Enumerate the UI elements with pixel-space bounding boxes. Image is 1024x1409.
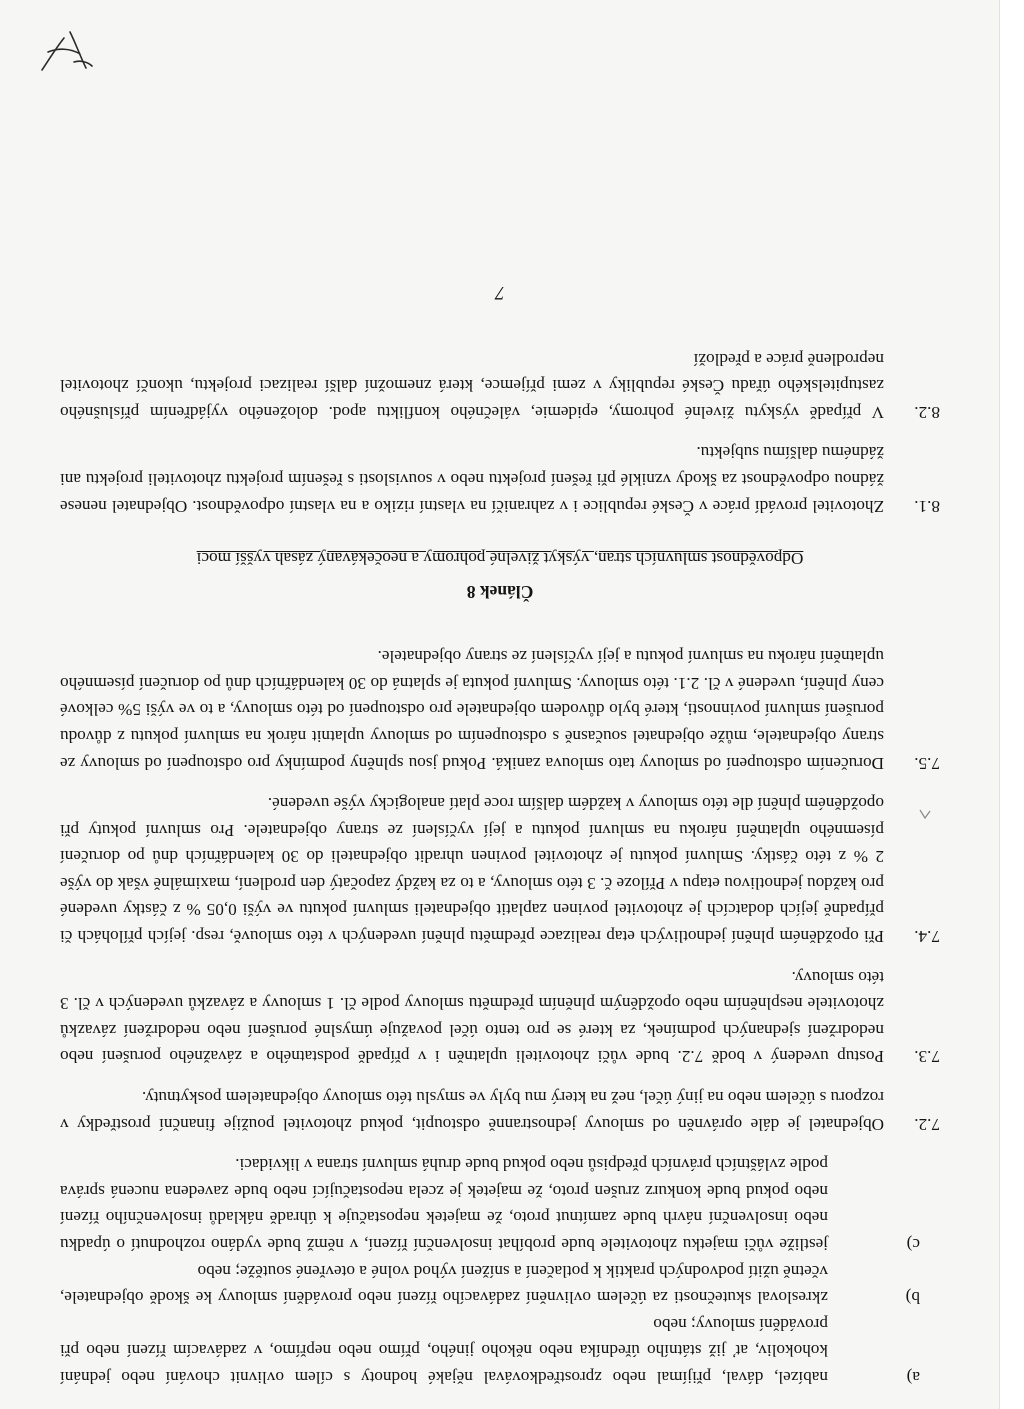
clause-7-5	[60, 643, 940, 776]
list-item-text: nabízel, dával, přijímal nebo zprostředkovával nějaké hodnoty s cílem ovlivnit chování nebo jednání kohokoliv, ať již státního úředníka nebo někoho jiného, přímo nebo nepřímo, v zadávacím řízení nebo při provádění smlouvy; nebo	[60, 1314, 828, 1387]
article-title: Článek 8	[466, 581, 534, 602]
list-item-label: a)	[906, 1368, 920, 1387]
clause-text: Objednatel je dále oprávněn od smlouvy jednostranně odstoupit, pokud zhotovitel použije finanční prostředky v rozporu s účelem nebo na jiný účel, než na který mu byly ve smyslu této smlouvy objednatelem poskytnuty.	[60, 1088, 884, 1134]
clause-text: Při opožděném plnění jednotlivých etap realizace předmětu plnění uvedených v této smlouvě, resp. jejích přílohách či případně jejích dodatcích je zhotovitel povinen zaplatit objednateli smluvní pokutu ve výši 0,05 % z částky uvedené pro každou jednotlivou etapu v Příloze č. 3 této smlouvy, a to za každý započatý den prodlení, maximálně však do výše 2 % z této částky. Smluvní pokutu je zhotovitel povinen uhradit objednateli do 30 kalendářních dnů po doručení písemného uplatnění nároku na smluvní pokutu a její vyčíslení ze strany objednatele. Pro smluvní pokuty při opožděném plnění dle této smlouvy v každém dalším roce platí analogicky výše uvedené.	[60, 794, 884, 947]
clause-7-1-item-a	[60, 1310, 940, 1390]
article-heading: Odpovědnost smluvních stran, výskyt živelné pohromy a neočekávaný zásah vyšší moci	[196, 548, 804, 568]
scanner-border	[999, 0, 1024, 1409]
clause-7-3	[60, 963, 940, 1069]
clause-8-2	[60, 345, 940, 425]
list-item-label: c)	[906, 1235, 920, 1255]
clause-text: Zhotovitel provádí práce v České republice i v zahraničí na vlastní riziko a na vlastní odpovědnost. Objednatel nenese žádnou odpovědnost za škody vzniklé při řešení projektu nebo v souvislosti s řešením projektu zhotoviteli projektu ani žádnému dalšímu subjektu.	[60, 443, 884, 516]
list-item-text: zkresloval skutečnosti za účelem ovlivnění zadávacího řízení nebo provádění smlouvy ke škodě objednatele, včetně užití podvodných praktik k potlačení a snížení výhod volné a otevřené soutěže; nebo	[60, 1261, 828, 1308]
clause-7-2	[60, 1083, 940, 1136]
clause-number: 7.2.	[914, 1114, 940, 1134]
clause-number: 7.4.	[914, 927, 940, 947]
clause-7-1-item-c	[60, 1151, 940, 1257]
list-item-label: b)	[905, 1288, 920, 1308]
clause-number: 8.2.	[914, 402, 940, 422]
clause-8-1	[60, 439, 940, 519]
clause-7-1-item-b	[60, 1257, 940, 1310]
page-number: 7	[495, 282, 505, 303]
clause-text: Doručením odstoupení od smlouvy tato smlouva zaniká. Pokud jsou splněny podmínky pro odstoupení od smlouvy ze strany objednatele, může objednatel současně s odstoupením od smlouvy uplatnit nárok na smluvní pokutu z důvodu porušení smluvní povinnosti, které bylo důvodem objednatele pro odstoupení od této smlouvy, a to ve výši 5% celkové ceny plnění, uvedené v čl. 2.1. této smlouvy. Smluvní pokuta je splatná do 30 kalendářních dnů po doručení písemného uplatnění nároku na smluvní pokutu a její vyčíslení ze strany objednatele.	[60, 647, 884, 773]
clause-number: 7.3.	[914, 1047, 940, 1067]
clause-text: V případě výskytu živelné pohromy, epidemie, válečného konfliktu apod. doloženého vyjádřením příslušného zastupitelského úřadu České republiky v zemi příjemce, která znemožní další realizaci projektu, ukončí zhotovitel neprodleně práce a předloží	[60, 349, 884, 422]
list-item-text: jestliže vůči majetku zhotovitele bude probíhat insolvenční řízení, v němž bude vydáno rozhodnutí o úpadku nebo insolvenční návrh bude zamítnut proto, že majetek nepostačuje k úhradě nákladů insolvenčního řízení nebo pokud bude konkurz zrušen proto, že majetek je zcela nepostačující nebo bude zavedena nucená správa podle zvláštních právních předpisů nebo pokud bude druhá smluvní strana v likvidaci.	[60, 1155, 828, 1255]
document-body	[60, 279, 940, 1394]
rotated-document-sheet	[60, 14, 940, 1394]
clause-text: Postup uvedený v bodě 7.2. bude vůči zhotoviteli uplatněn i v případě podstatného a závažného porušení nebo nedodržení sjednaných podmínek, za které se pro tento účel považuje úmyslné porušení nebo nedodržení závazků zhotovitele nesplněním nebo opožděným plněním předmětu smlouvy podle čl. 1 smlouvy a závazků uvedených v čl. 3 této smlouvy.	[60, 967, 884, 1067]
clause-number: 8.1.	[914, 496, 940, 516]
clause-7-4	[60, 790, 940, 950]
clause-number: 7.5.	[914, 753, 940, 773]
